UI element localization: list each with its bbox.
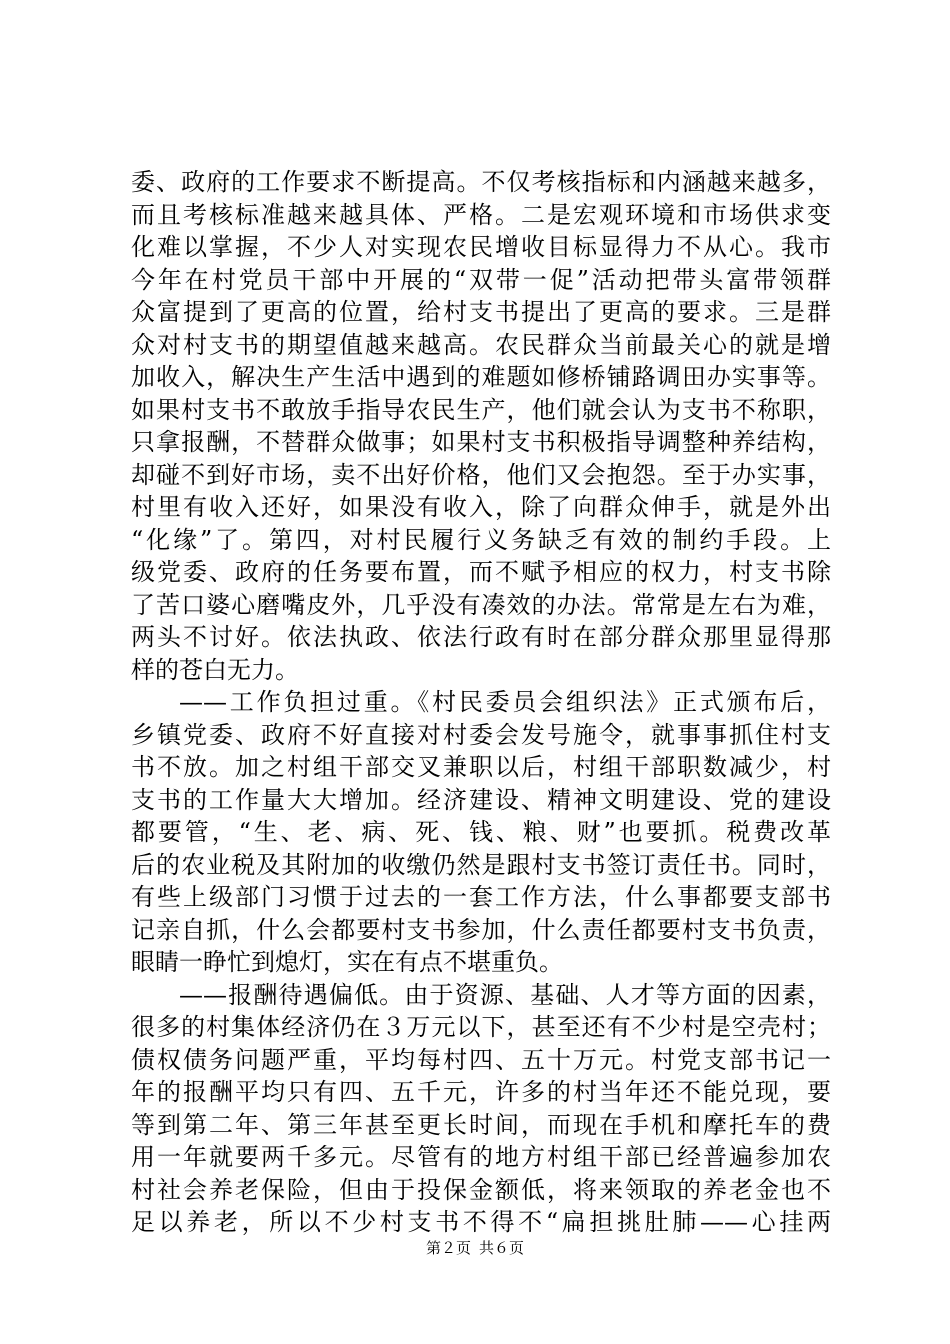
text-line: 两头不讨好。依法执政、依法行政有时在部分群众那里显得那	[131, 623, 831, 651]
text-line: 书不放。加之村组干部交叉兼职以后，村组干部职数减少，村	[131, 753, 831, 781]
text-line: 等到第二年、第三年甚至更长时间，而现在手机和摩托车的费	[131, 1110, 831, 1139]
text-line: 年的报酬平均只有四、五千元，许多的村当年还不能兑现，要	[131, 1078, 831, 1106]
text-line: 支书的工作量大大增加。经济建设、精神文明建设、党的建设	[131, 785, 831, 814]
text-line: 化难以掌握，不少人对实现农民增收目标显得力不从心。我市	[131, 233, 831, 261]
text-line: 都要管，“生、老、病、死、钱、粮、财”也要抓。税费改革	[131, 818, 831, 846]
page-total: 共６页	[479, 1239, 525, 1257]
text-line: 了苦口婆心磨嘴皮外，几乎没有凑效的办法。常常是左右为难，	[131, 590, 831, 619]
text-line: 乡镇党委、政府不好直接对村委会发号施令，就事事抓住村支	[131, 720, 831, 749]
text-line: “化缘”了。第四，对村民履行义务缺乏有效的制约手段。上	[131, 525, 831, 554]
text-line: 债权债务问题严重，平均每村四、五十万元。村党支部书记一	[131, 1045, 831, 1074]
text-line: 样的苍白无力。	[131, 655, 299, 684]
text-line: 眼睛一睁忙到熄灯，实在有点不堪重负。	[131, 948, 563, 976]
text-line: ——工作负担过重。《村民委员会组织法》正式颁布后，	[179, 688, 831, 716]
text-line: 委、政府的工作要求不断提高。不仅考核指标和内涵越来越多，	[131, 168, 831, 196]
text-line: 而且考核标准越来越具体、严格。二是宏观环境和市场供求变	[131, 200, 831, 229]
page-number: 第２页	[425, 1239, 471, 1257]
text-line: 众富提到了更高的位置，给村支书提出了更高的要求。三是群	[131, 298, 831, 326]
text-line: 加收入，解决生产生活中遇到的难题如修桥铺路调田办实事等。	[131, 363, 831, 391]
text-line: 村社会养老保险，但由于投保金额低，将来领取的养老金也不	[131, 1175, 831, 1204]
text-line: 如果村支书不敢放手指导农民生产，他们就会认为支书不称职，	[131, 395, 831, 424]
page-footer	[0, 1238, 950, 1258]
text-line: 只拿报酬，不替群众做事；如果村支书积极指导调整种养结构，	[131, 428, 831, 456]
text-line: 后的农业税及其附加的收缴仍然是跟村支书签订责任书。同时，	[131, 850, 831, 879]
text-line: 用一年就要两千多元。尽管有的地方村组干部已经普遍参加农	[131, 1143, 831, 1171]
text-line: 村里有收入还好，如果没有收入，除了向群众伸手，就是外出	[131, 493, 831, 521]
text-line: ——报酬待遇偏低。由于资源、基础、人才等方面的因素，	[179, 980, 831, 1009]
text-line: 有些上级部门习惯于过去的一套工作方法，什么事都要支部书	[131, 883, 831, 911]
text-line: 足以养老，所以不少村支书不得不“扁担挑肚肺——心挂两	[131, 1208, 831, 1236]
document-body	[131, 166, 831, 1239]
text-line: 众对村支书的期望值越来越高。农民群众当前最关心的就是增	[131, 330, 831, 359]
text-line: 级党委、政府的任务要布置，而不赋予相应的权力，村支书除	[131, 558, 831, 586]
text-line: 记亲自抓，什么会都要村支书参加，什么责任都要村支书负责，	[131, 915, 831, 944]
text-line: 今年在村党员干部中开展的“双带一促”活动把带头富带领群	[131, 265, 831, 294]
text-line: 却碰不到好市场，卖不出好价格，他们又会抱怨。至于办实事，	[131, 460, 831, 489]
text-line: 很多的村集体经济仍在３万元以下，甚至还有不少村是空壳村；	[131, 1013, 831, 1041]
